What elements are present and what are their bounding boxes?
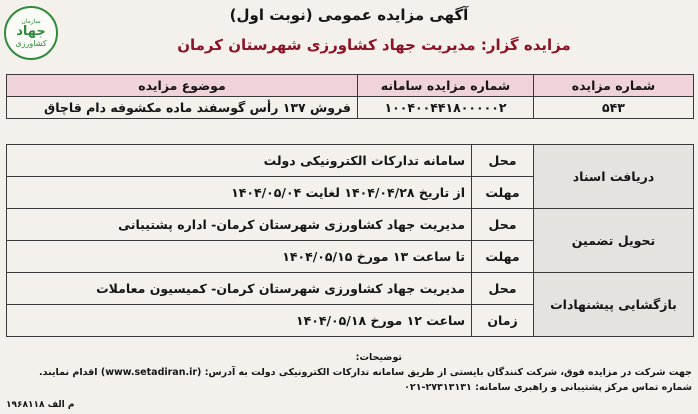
schedule-category-documents: دریافت اسناد	[534, 145, 694, 209]
schedule-category-guarantee: تحویل تضمین	[534, 209, 694, 273]
schedule-row	[7, 273, 694, 305]
notes-section	[6, 350, 692, 395]
auction-info-table	[6, 74, 694, 119]
notes-line-support-phone: شماره تماس مرکز پشتیبانی و راهبری سامانه: ۲۷۳۱۳۱۳۱-۰۲۱	[404, 382, 692, 393]
schedule-value: تا ساعت ۱۳ مورخ ۱۴۰۴/۰۵/۱۵	[7, 241, 472, 273]
notes-line-website: جهت شرکت در مزایده فوق، شرکت کنندگان بایستی از طریق سامانه تدارکات الکترونیکی دولت به آدرس: (www.setadiran.ir) اقدام نمایند.	[39, 367, 692, 378]
logo-top-text: سازمان	[21, 18, 41, 25]
schedule-value: سامانه تدارکات الکترونیکی دولت	[7, 145, 472, 177]
schedule-label: مهلت	[472, 241, 534, 273]
notes-title: توضیحات:	[355, 352, 402, 363]
schedule-value: مدیریت جهاد کشاورزی شهرستان کرمان- اداره پشتیبانی	[7, 209, 472, 241]
publication-code: م الف ۱۹۶۸۱۱۸	[6, 400, 75, 410]
schedule-category-opening: بازگشایی پیشنهادات	[534, 273, 694, 337]
auction-info-row	[7, 97, 694, 119]
logo-sub-text: کشاورزی	[15, 39, 47, 48]
auctioneer-line: مزایده گزار: مدیریت جهاد کشاورزی شهرستان کرمان	[177, 36, 571, 54]
schedule-label: محل	[472, 209, 534, 241]
schedule-label: زمان	[472, 305, 534, 337]
schedule-value: ساعت ۱۲ مورخ ۱۴۰۴/۰۵/۱۸	[7, 305, 472, 337]
schedule-label: محل	[472, 273, 534, 305]
schedule-value: مدیریت جهاد کشاورزی شهرستان کرمان- کمیسیون معاملات	[7, 273, 472, 305]
header-system-number: شماره مزایده سامانه	[358, 75, 534, 97]
notice-title: آگهی مزایده عمومی (نوبت اول)	[229, 6, 469, 24]
logo-main-text: جهاد	[16, 24, 46, 39]
schedule-row	[7, 209, 694, 241]
schedule-label: مهلت	[472, 177, 534, 209]
auction-number: ۵۴۳	[534, 97, 694, 119]
header-subject: موضوع مزایده	[7, 75, 358, 97]
schedule-row	[7, 145, 694, 177]
system-number: ۱۰۰۴۰۰۴۴۱۸۰۰۰۰۰۲	[358, 97, 534, 119]
header-auction-number: شماره مزایده	[534, 75, 694, 97]
auction-subject: فروش ۱۳۷ رأس گوسفند ماده مکشوفه دام قاچاق	[7, 97, 358, 119]
schedule-table	[6, 144, 694, 337]
schedule-value: از تاریخ ۱۴۰۴/۰۴/۲۸ لغایت ۱۴۰۴/۰۵/۰۴	[7, 177, 472, 209]
jahad-keshavarzi-logo	[4, 6, 58, 60]
schedule-label: محل	[472, 145, 534, 177]
auction-info-header-row	[7, 75, 694, 97]
